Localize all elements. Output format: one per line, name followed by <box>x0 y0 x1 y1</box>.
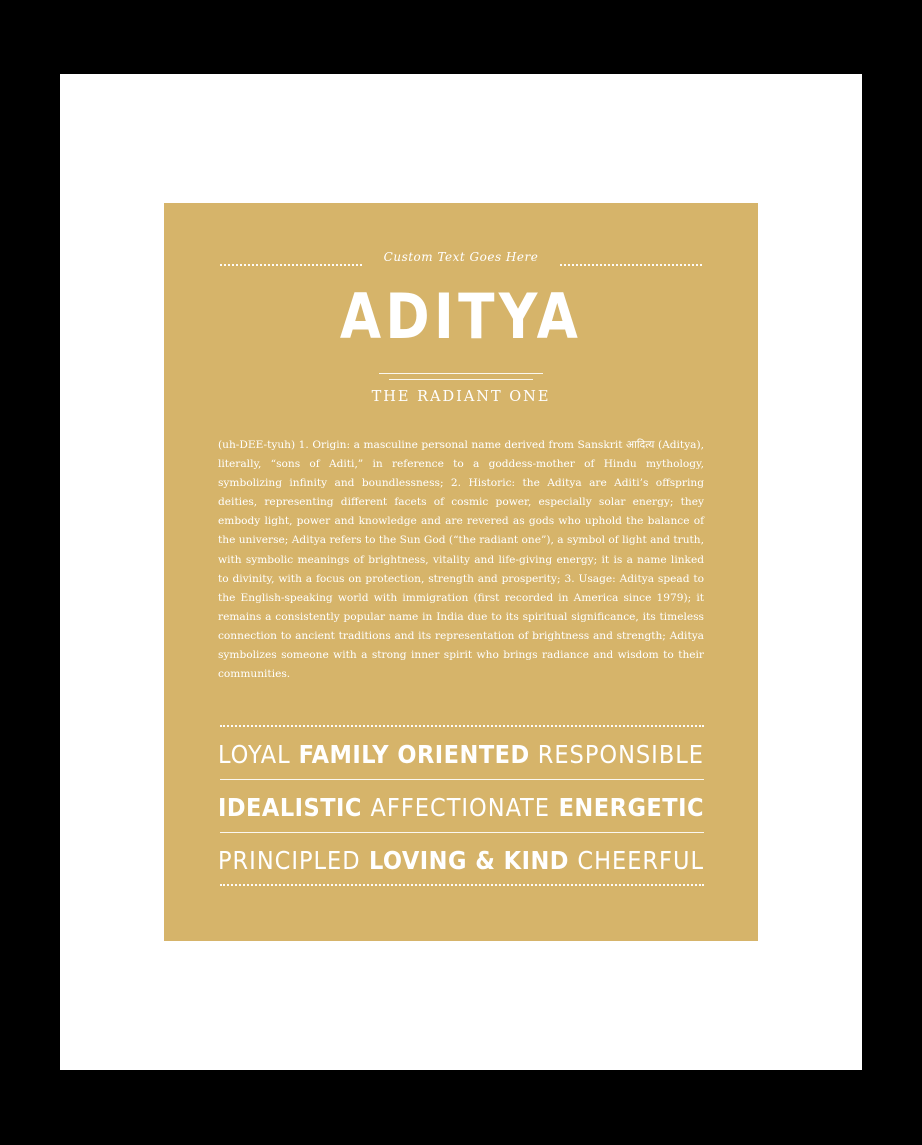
trait: LOYAL <box>218 739 291 769</box>
trait: IDEALISTIC <box>218 792 362 822</box>
trait: AFFECTIONATE <box>370 792 550 822</box>
trait-divider-1 <box>220 779 704 780</box>
name-meaning: THE RADIANT ONE <box>371 389 551 405</box>
trait-row-3 <box>218 842 704 878</box>
trait: RESPONSIBLE <box>537 739 704 769</box>
trait: PRINCIPLED <box>218 845 361 875</box>
name-underline-bottom <box>389 379 533 380</box>
name-underline-top <box>379 373 543 374</box>
definition-text: (uh-DEE-tyuh) 1. Origin: a masculine personal name derived from Sanskrit आदित्य (Aditya), literally, “sons of Aditi,” in reference to a goddess-mother of Hindu mythology, symbolizing infinity and boundlessness; 2. Historic: the Aditya are Aditi’s offspring deities, representing different facets of cosmic power, especially solar energy; they embody light, power and knowledge and are revered as gods who uphold the balance of the universe; Aditya refers to the Sun God (“the radiant one”), a symbol of light and truth, with symbolic meanings of brightness, vitality and life-giving energy; it is a name linked to divinity, with a focus on protection, strength and prosperity; 3. Usage: Aditya spead to the English-speaking world with immigration (first recorded in America since 1979); it remains a consistently popular name in India due to its spiritual significance, its timeless connection to ancient traditions and its representation of brightness and strength; Aditya symbolizes someone with a strong inner spirit who brings radiance and wisdom to their communities. <box>218 439 704 681</box>
dotted-divider-traits-top <box>220 725 704 727</box>
dotted-divider-left <box>220 264 362 266</box>
trait-row-2 <box>218 789 704 825</box>
trait: ENERGETIC <box>558 792 704 822</box>
trait-row-1 <box>218 736 704 772</box>
dotted-divider-right <box>560 264 702 266</box>
trait-divider-2 <box>220 832 704 833</box>
trait: CHEERFUL <box>577 845 704 875</box>
trait: LOVING & KIND <box>368 845 569 875</box>
name-title: ADITYA <box>339 280 583 353</box>
custom-text: Custom Text Goes Here <box>383 250 539 264</box>
name-print-card <box>164 203 758 941</box>
dotted-divider-traits-bottom <box>220 884 704 886</box>
trait: FAMILY ORIENTED <box>298 739 530 769</box>
